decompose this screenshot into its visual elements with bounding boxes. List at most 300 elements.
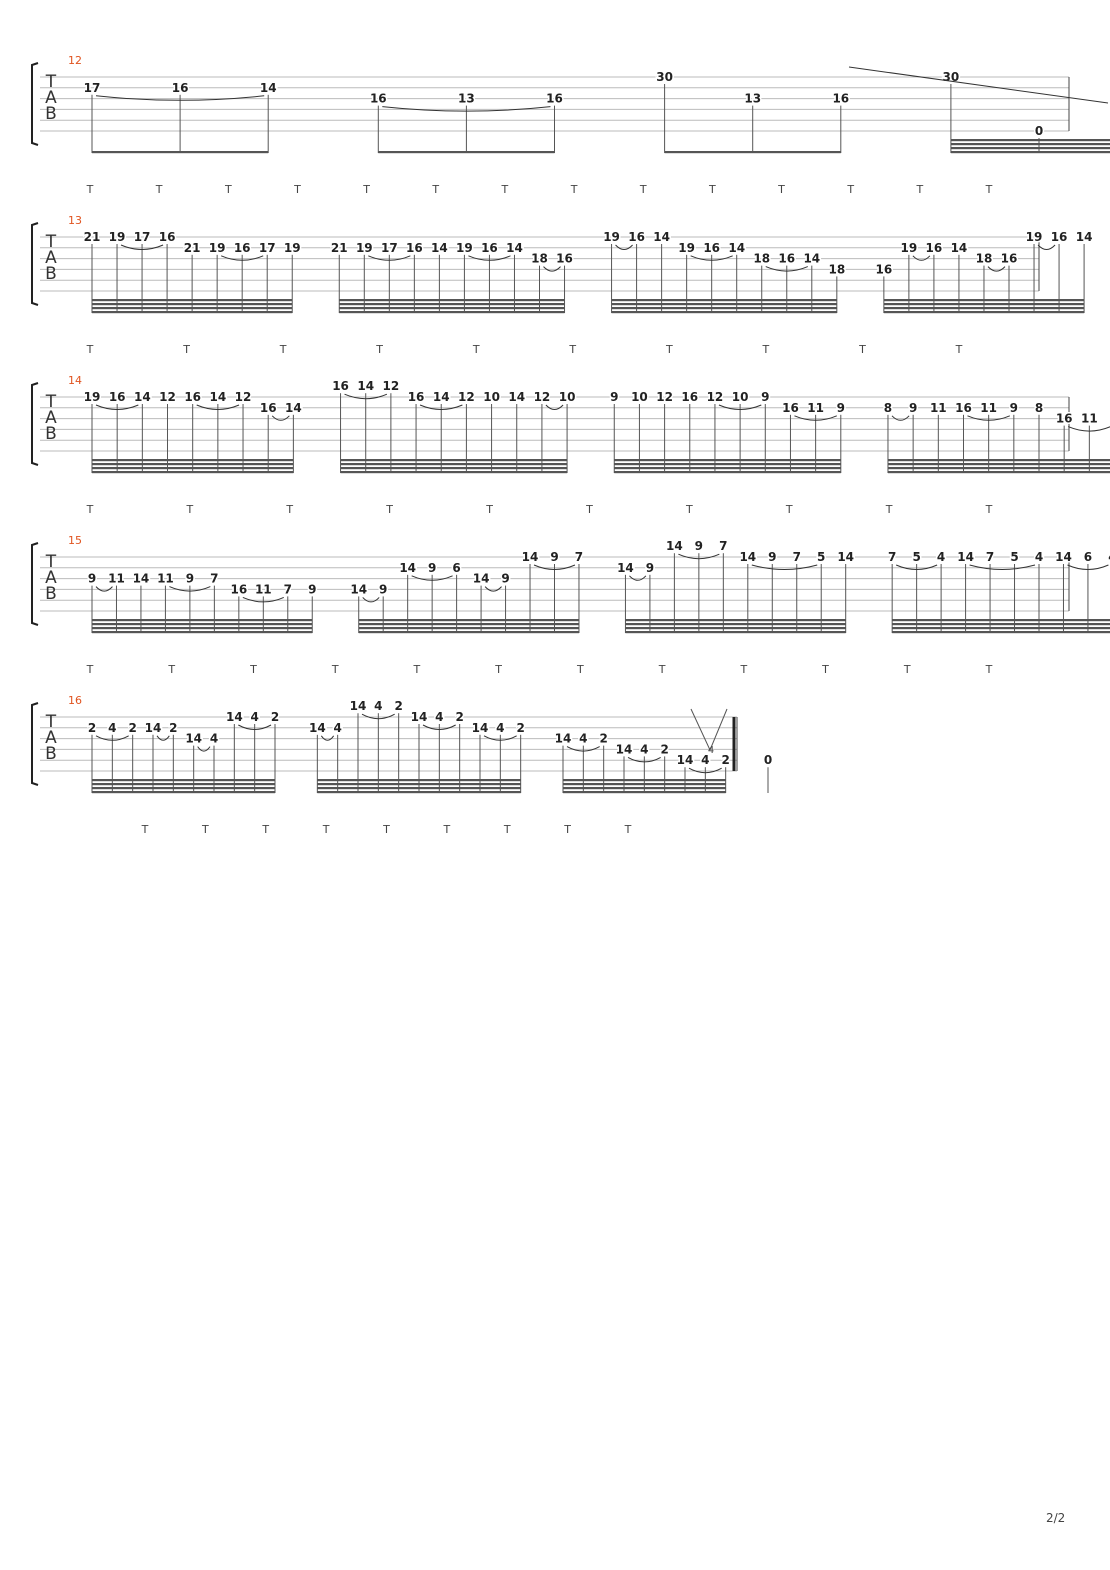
- fret-number: 12: [458, 390, 475, 404]
- fret-number: 14: [1075, 230, 1093, 244]
- fret-number: 14: [957, 550, 974, 564]
- fret-number: 9: [501, 571, 510, 586]
- technique-mark: T: [413, 663, 421, 676]
- clef-letter: B: [45, 264, 57, 284]
- technique-mark: T: [86, 183, 94, 196]
- beam: [884, 299, 1084, 301]
- slur: [752, 565, 817, 570]
- technique-mark: T: [564, 823, 571, 836]
- beam: [341, 471, 568, 473]
- fret-number: 16: [230, 582, 248, 597]
- beam: [359, 619, 579, 621]
- technique-mark: T: [955, 343, 963, 356]
- beam: [317, 791, 520, 793]
- fret-number: 14: [803, 251, 821, 266]
- fret-number: 11: [980, 400, 998, 415]
- fret-number: 2: [455, 710, 464, 724]
- fret-number: 16: [407, 390, 425, 404]
- fret-number: 14: [739, 550, 757, 564]
- beam: [92, 303, 292, 305]
- beam: [614, 467, 841, 469]
- clef-letter: T: [45, 72, 57, 92]
- technique-mark: T: [685, 503, 693, 516]
- fret-number: 14: [653, 230, 670, 244]
- fret-number: 16: [778, 251, 796, 266]
- beam: [359, 627, 579, 629]
- fret-number: 30: [942, 70, 960, 84]
- technique-mark: T: [576, 663, 584, 676]
- beam: [341, 459, 568, 461]
- fret-number: 21: [330, 240, 348, 255]
- fret-number: 16: [332, 379, 349, 394]
- beam: [92, 783, 275, 785]
- beam: [625, 623, 845, 625]
- technique-mark: T: [501, 183, 509, 196]
- beam: [951, 151, 1110, 153]
- beam: [378, 151, 554, 153]
- fret-number: 12: [656, 390, 673, 404]
- technique-mark: T: [86, 343, 94, 356]
- fret-number: 16: [556, 251, 573, 266]
- beam: [612, 307, 837, 309]
- beam: [614, 459, 841, 461]
- fret-number: 10: [483, 390, 500, 404]
- fret-number: 16: [1050, 230, 1068, 244]
- fret-number: 5: [817, 550, 826, 564]
- slur: [892, 416, 909, 421]
- technique-mark: T: [916, 183, 924, 196]
- slur: [913, 256, 930, 260]
- fret-number: 4: [108, 720, 117, 735]
- fret-number: 19: [283, 240, 301, 255]
- fret-number: 13: [458, 91, 475, 106]
- clef-letter: T: [45, 712, 57, 732]
- fret-number: 9: [1009, 400, 1019, 415]
- slur: [157, 736, 169, 741]
- fret-number: 16: [233, 240, 251, 255]
- fret-number: 10: [631, 390, 648, 404]
- fret-number: 17: [258, 240, 276, 255]
- system-bracket: [32, 543, 38, 625]
- technique-mark: T: [665, 343, 673, 356]
- beam: [92, 627, 312, 629]
- clef-letter: A: [45, 728, 57, 748]
- slur: [616, 245, 633, 250]
- beam: [341, 467, 568, 469]
- beam: [614, 463, 841, 465]
- fret-number: 18: [531, 251, 548, 266]
- fret-number: 4: [496, 720, 505, 735]
- fret-number: 10: [731, 390, 749, 404]
- fret-number: 2: [270, 710, 280, 724]
- beam: [563, 791, 726, 793]
- beam: [625, 631, 845, 633]
- beam: [339, 299, 564, 301]
- technique-mark: T: [903, 663, 911, 676]
- fret-number: 5: [912, 550, 921, 564]
- system-bracket: [32, 703, 38, 785]
- beam: [888, 471, 1110, 473]
- fret-number: 4: [579, 731, 588, 746]
- beam: [563, 783, 726, 785]
- technique-mark: T: [778, 183, 785, 196]
- fret-number: 9: [761, 390, 770, 404]
- fret-number: 11: [157, 571, 174, 586]
- fret-number: 14: [615, 742, 633, 757]
- fret-number: 10: [558, 390, 576, 404]
- technique-mark: T: [155, 183, 163, 196]
- fret-number: 16: [703, 240, 721, 255]
- technique-mark: T: [262, 823, 270, 836]
- fret-number: 14: [399, 560, 417, 575]
- fret-number: 16: [171, 80, 189, 95]
- technique-mark: T: [859, 343, 866, 356]
- slur: [363, 597, 379, 602]
- slur: [96, 587, 112, 592]
- clef-letter: B: [45, 104, 57, 124]
- fret-number: 2: [660, 742, 669, 757]
- beam: [612, 303, 837, 305]
- tab-system: [32, 694, 772, 836]
- beam: [92, 299, 292, 301]
- fret-number: 14: [666, 539, 683, 554]
- clef-letter: B: [45, 584, 57, 604]
- fret-number: 19: [603, 230, 620, 244]
- technique-mark: T: [202, 823, 209, 836]
- fret-number: 14: [554, 731, 572, 746]
- measure-number: 13: [68, 214, 82, 227]
- fret-number: 18: [975, 251, 993, 266]
- clef-letter: A: [45, 408, 57, 428]
- fret-number: 16: [1000, 251, 1018, 266]
- technique-mark: T: [472, 343, 480, 356]
- fret-number: 6: [1083, 550, 1093, 564]
- technique-mark: T: [183, 343, 190, 356]
- fret-number: 19: [108, 230, 126, 244]
- fret-number: 19: [678, 240, 695, 255]
- fret-number: 9: [645, 560, 655, 575]
- slur: [970, 565, 1035, 570]
- fret-number: 7: [574, 550, 584, 564]
- beam: [951, 139, 1110, 141]
- fret-number: 9: [908, 400, 918, 415]
- beam: [92, 791, 275, 793]
- measure-number: 15: [68, 534, 82, 547]
- fret-number: 16: [406, 240, 423, 255]
- beam: [892, 631, 1110, 633]
- fret-number: 9: [694, 539, 704, 554]
- page-number: 2/2: [1046, 1511, 1066, 1525]
- fret-number: 2: [169, 720, 178, 735]
- beam: [892, 623, 1110, 625]
- fret-number: 7: [887, 550, 897, 564]
- fret-number: 12: [234, 390, 252, 404]
- fret-number: 9: [185, 571, 195, 586]
- fret-number: 11: [1080, 411, 1098, 426]
- beam: [92, 307, 292, 309]
- slur: [272, 416, 289, 421]
- fret-number: 0: [763, 753, 773, 768]
- technique-mark: T: [294, 183, 301, 196]
- beam: [317, 783, 520, 785]
- fret-number: 16: [481, 240, 498, 255]
- technique-mark: T: [885, 503, 893, 516]
- beam: [359, 623, 579, 625]
- fret-number: 13: [744, 91, 762, 106]
- beam: [563, 787, 726, 789]
- fret-number: 17: [380, 240, 398, 255]
- fret-number: 19: [456, 240, 473, 255]
- beam: [884, 311, 1084, 313]
- technique-mark: T: [383, 823, 390, 836]
- fret-number: 14: [432, 390, 450, 404]
- slur: [546, 405, 563, 410]
- fret-number: 6: [452, 560, 461, 575]
- slur: [321, 736, 333, 741]
- fret-number: 4: [701, 753, 710, 768]
- fret-number: 19: [83, 390, 101, 404]
- fret-number: 17: [83, 80, 101, 95]
- fret-number: 4: [435, 710, 444, 724]
- fret-number: 7: [985, 550, 995, 564]
- fret-number: 14: [132, 571, 150, 586]
- beam: [92, 779, 275, 781]
- fret-number: 8: [883, 400, 893, 415]
- fret-number: 4: [333, 720, 342, 735]
- fret-number: 11: [929, 400, 947, 415]
- measure-number: 16: [68, 694, 82, 707]
- technique-mark: T: [86, 503, 94, 516]
- fret-number: 30: [656, 70, 673, 84]
- fret-number: 16: [184, 390, 202, 404]
- beam: [563, 779, 726, 781]
- fret-number: 2: [721, 753, 730, 768]
- beam: [614, 471, 841, 473]
- fret-number: 19: [208, 240, 226, 255]
- beam: [92, 467, 293, 469]
- beam: [951, 147, 1110, 149]
- technique-mark: T: [503, 823, 511, 836]
- fret-number: 2: [128, 720, 137, 735]
- technique-mark: T: [570, 183, 578, 196]
- fret-number: 16: [108, 390, 126, 404]
- fret-number: 14: [728, 240, 746, 255]
- fret-number: 18: [828, 262, 846, 277]
- fret-number: 9: [768, 550, 777, 564]
- beam: [92, 463, 293, 465]
- fret-number: 18: [753, 251, 771, 266]
- clef-letter: A: [45, 88, 57, 108]
- beam: [92, 471, 293, 473]
- beam: [339, 307, 564, 309]
- fret-number: 11: [108, 571, 125, 586]
- measure-number: 14: [68, 374, 82, 387]
- fret-number: 14: [144, 720, 162, 735]
- fret-number: 14: [508, 390, 526, 404]
- tab-system: [32, 214, 1092, 356]
- tab-system: [32, 534, 1110, 676]
- beam: [341, 463, 568, 465]
- technique-mark: T: [639, 183, 647, 196]
- end-marker-label: 4: [707, 745, 715, 756]
- fret-number: 19: [1025, 230, 1043, 244]
- fret-number: 14: [431, 240, 448, 255]
- technique-mark: T: [168, 663, 176, 676]
- fret-number: 12: [159, 390, 176, 404]
- fret-number: 16: [681, 390, 699, 404]
- technique-mark: T: [495, 663, 503, 676]
- fret-number: 14: [950, 240, 968, 255]
- beam: [888, 459, 1110, 461]
- fret-number: 14: [1055, 550, 1072, 564]
- fret-number: 2: [87, 720, 97, 735]
- fret-number: 2: [516, 720, 525, 735]
- fret-number: 14: [472, 571, 490, 586]
- fret-number: 9: [308, 582, 317, 597]
- fret-number: 19: [355, 240, 373, 255]
- technique-mark: T: [279, 343, 287, 356]
- beam: [92, 459, 293, 461]
- fret-number: 16: [875, 262, 893, 277]
- system-bracket: [32, 63, 38, 145]
- fret-number: 19: [900, 240, 918, 255]
- beam: [951, 143, 1110, 145]
- fret-number: 14: [349, 699, 367, 714]
- beam: [612, 311, 837, 313]
- technique-mark: T: [822, 663, 829, 676]
- fret-number: 2: [599, 731, 608, 746]
- technique-mark: T: [443, 823, 451, 836]
- slur: [544, 267, 561, 272]
- slur: [485, 587, 501, 592]
- fret-number: 9: [427, 560, 437, 575]
- fret-number: 16: [259, 400, 277, 415]
- beam: [92, 311, 292, 313]
- fret-number: 7: [792, 550, 801, 564]
- fret-number: 14: [676, 753, 694, 768]
- technique-mark: T: [486, 503, 493, 516]
- fret-number: 16: [546, 91, 563, 106]
- beam: [888, 463, 1110, 465]
- technique-mark: T: [331, 663, 339, 676]
- fret-number: 14: [285, 400, 302, 415]
- slur: [629, 576, 645, 581]
- fret-number: 8: [1034, 400, 1044, 415]
- clef-letter: A: [45, 248, 57, 268]
- fret-number: 14: [506, 240, 523, 255]
- fret-number: 12: [533, 390, 551, 404]
- fret-number: 12: [382, 379, 400, 394]
- beam: [317, 787, 520, 789]
- clef-letter: T: [45, 392, 57, 412]
- technique-mark: T: [658, 663, 666, 676]
- fret-number: 14: [259, 80, 277, 95]
- technique-mark: T: [762, 343, 770, 356]
- fret-number: 16: [369, 91, 387, 106]
- fret-number: 21: [183, 240, 201, 255]
- fret-number: 14: [133, 390, 151, 404]
- fret-number: 4: [1034, 550, 1044, 564]
- fret-number: 4: [209, 731, 219, 746]
- fret-number: 9: [379, 582, 388, 597]
- tab-system: [32, 374, 1110, 516]
- technique-mark: T: [586, 503, 593, 516]
- beam: [612, 299, 837, 301]
- technique-mark: T: [376, 343, 384, 356]
- beam: [884, 303, 1084, 305]
- fret-number: 12: [706, 390, 724, 404]
- fret-number: 16: [782, 400, 799, 415]
- fret-number: 14: [350, 582, 368, 597]
- end-marker-wedge: [691, 709, 727, 750]
- technique-mark: T: [740, 663, 748, 676]
- technique-mark: T: [847, 183, 855, 196]
- fret-number: 21: [83, 230, 101, 244]
- fret-number: 4: [936, 550, 946, 564]
- technique-mark: T: [432, 183, 440, 196]
- technique-mark: T: [709, 183, 716, 196]
- beam: [92, 623, 312, 625]
- fret-number: 11: [254, 582, 272, 597]
- system-bracket: [32, 223, 38, 305]
- fret-number: 14: [209, 390, 227, 404]
- fret-number: 11: [807, 400, 824, 415]
- technique-mark: T: [286, 503, 294, 516]
- fret-number: 16: [158, 230, 176, 244]
- beam: [92, 787, 275, 789]
- fret-number: 16: [628, 230, 645, 244]
- clef-letter: T: [45, 552, 57, 572]
- fret-number: 16: [925, 240, 943, 255]
- fret-number: 14: [471, 720, 489, 735]
- technique-mark: T: [224, 183, 232, 196]
- fret-number: 0: [1034, 124, 1044, 138]
- fret-number: 9: [836, 400, 845, 415]
- fret-number: 4: [250, 710, 259, 724]
- beam: [892, 627, 1110, 629]
- beam: [888, 467, 1110, 469]
- fret-number: 9: [550, 550, 559, 564]
- clef-letter: A: [45, 568, 57, 588]
- technique-mark: T: [624, 823, 632, 836]
- fret-number: 5: [1010, 550, 1019, 564]
- fret-number: 9: [610, 390, 619, 404]
- beam: [317, 779, 520, 781]
- fret-number: 4: [374, 699, 383, 714]
- technique-mark: T: [985, 503, 993, 516]
- fret-number: 14: [617, 560, 634, 575]
- technique-mark: T: [363, 183, 370, 196]
- clef-letter: B: [45, 744, 57, 764]
- beam: [339, 303, 564, 305]
- beam: [92, 619, 312, 621]
- beam: [625, 619, 845, 621]
- fret-number: 14: [225, 710, 243, 724]
- fret-number: 2: [394, 699, 403, 714]
- technique-mark: T: [785, 503, 793, 516]
- technique-mark: T: [141, 823, 149, 836]
- beam: [339, 311, 564, 313]
- fret-number: 17: [133, 230, 151, 244]
- technique-mark: T: [250, 663, 257, 676]
- beam: [665, 151, 841, 153]
- fret-number: 14: [521, 550, 539, 564]
- fret-number: 7: [283, 582, 292, 597]
- fret-number: 16: [1055, 411, 1073, 426]
- fret-number: 14: [185, 731, 203, 746]
- fret-number: 16: [955, 400, 972, 415]
- technique-mark: T: [186, 503, 194, 516]
